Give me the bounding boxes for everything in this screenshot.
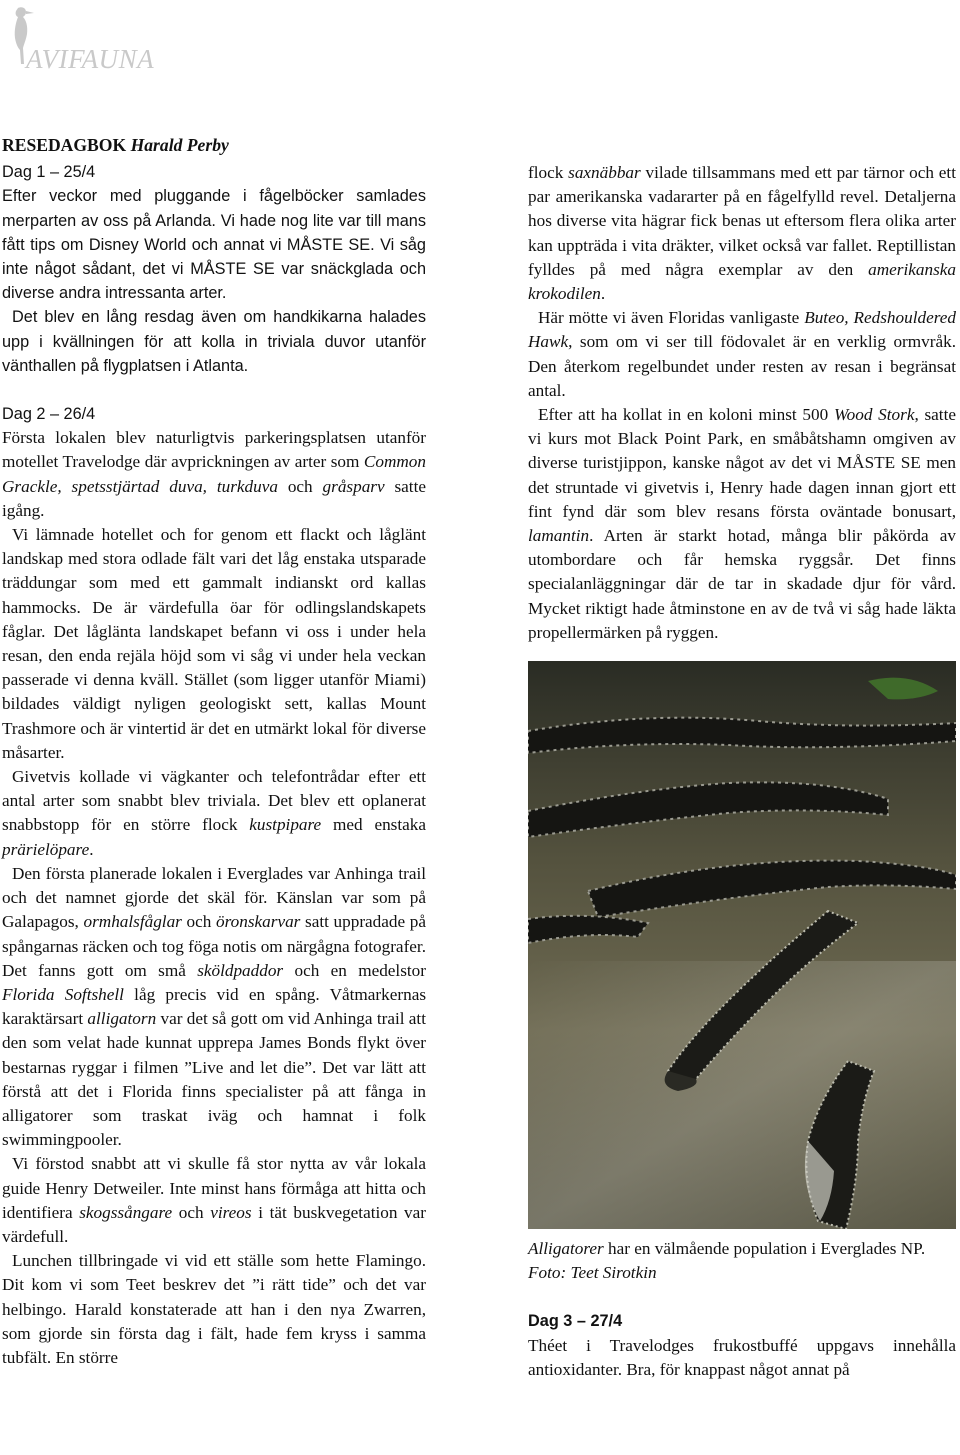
right-column [528, 161, 956, 1382]
day2-paragraph-9: Efter att ha kollat in en koloni minst 500 Wood Stork, satte vi kurs mot Black Point Park, en småbåtshamn omgiven av diverse turistjippon, kanske något av det vi MÅSTE SE men det struntade vi givetvis i, Henry hade dagen innan gjort ett fint fynd där som blev resans första oväntade bonusart, lamantin. Arten är starkt hotad, många blir påkörda av utombordare och får hemska ryggsår. Det finns specialanläggningar där de tar in skadade djur för vård. Mycket riktigt hade åtminstone en av de två vi såg hade läkta propellermärken på ryggen. [528, 405, 956, 642]
day2-heading: Dag 2 – 26/4 [2, 405, 96, 424]
avifauna-logo [4, 4, 204, 76]
day2-paragraph-4: Den första planerade lokalen i Everglades var Anhinga trail och det namnet gjorde det skäl för. Känslan var som på Galapagos, ormhalsfåglar och öronskarvar satt uppradade på spångarnas räcken och tog föga notis om närgågna fotografer. Det fanns gott om små sköldpaddor och en medelstor Florida Softshell låg precis vid en spång. Våtmarkernas karaktärsart alligatorn var det så gott om vid Anhinga trail att den som velat hade kunnat upprepa James Bonds flykt över bestarnas ryggar i filmen ”Live and let die”. Det var lätt att förstå att det i Florida finns specialister på att fånga in alligatorer som traskat iväg och hamnat i folk swimmingpooler. [2, 863, 427, 1150]
day2-paragraph-7: flock saxnäbbar vilade tillsammans med ett par tärnor och ett par amerikanska vadararter på en fågelfylld revel. Detaljerna hos diverse vita hägrar fick benas ut eftersom flera olika arter kan uppträda i vita dräkter, vilket också var fallet. Reptillistan fylldes på med några exemplar av den amerikanska krokodilen. [528, 163, 956, 304]
day3-paragraph-1: Théet i Travelodges frukostbuffé uppgavs innehålla antioxidanter. Bra, för knappast något annat på [528, 1335, 956, 1379]
alligator-photo [528, 661, 956, 1229]
day2-paragraph-8: Här mötte vi även Floridas vanligaste Buteo, Redshouldered Hawk, som om vi ser till födovalet är en verklig ormvråk. Den återkom regelbundet under resten av resan i begränsat antal. [528, 308, 956, 400]
day2-paragraph-3: Givetvis kollade vi vägkanter och telefontrådar efter ett antal arter som snabbt blev triviala. Det blev ett oplanerat snabbstopp för en större flock kustpipare med enstaka prärielöpare. [2, 767, 426, 859]
photo-caption: Alligatorer har en välmående population i Everglades NP. Foto: Teet Sirotkin [528, 1239, 926, 1283]
day1-paragraph-2: Det blev en lång resdag även om handkikarna halades upp i kvällningen för att kolla in triviala duvor utanför vänthallen på flygplatsen i Atlanta. [2, 308, 426, 375]
article-title: RESEDAGBOK Harald Perby [2, 135, 229, 155]
left-column [2, 133, 426, 1370]
day2-paragraph-1: Första lokalen blev naturligtvis parkeringsplatsen utanför motellet Travelodge där avprickningen av arter som Common Grackle, spetsstjärtad duva, turkduva och gråsparv satte igång. [2, 428, 426, 520]
logo-wordmark: AVIFAUNA [26, 44, 155, 74]
day2-paragraph-5: Vi förstod snabbt att vi skulle få stor nytta av vår lokala guide Henry Detweiler. Inte minst hans förmåga att hitta och identifiera skogssångare och vireos i tät buskvegetation var värdefull. [2, 1154, 426, 1246]
day2-paragraph-2: Vi lämnade hotellet och for genom ett flackt och låglänt landskap med stora odlade fält vari det låg enstaka utsparade träddungar som med ett gammalt indianskt ord kallas hammocks. De är värdefulla öar för odlingslandskapets fåglar. Det låglänta landskapet befann vi oss i under hela resan, den enda rejäla höjd som vi såg vi under hela veckan passerade vi denna kväll. Stället (som ligger utanför Miami) bildades väldigt nyligen geologiskt sett, kallas Mount Trashmore och är vintertid är det en utmärkt lokal för diverse måsarter. [2, 525, 426, 762]
day3-heading: Dag 3 – 27/4 [528, 1312, 623, 1331]
day1-heading: Dag 1 – 25/4 [2, 163, 96, 182]
article-author: Harald Perby [130, 135, 229, 155]
day1-paragraph-1: Efter veckor med pluggande i fågelböcker samlades merparten av oss på Arlanda. Vi hade nog lite var till mans fått tips om Disney World och annat vi MÅSTE SE. Vi såg inte något sådant, det vi MÅSTE SE var snäckglada och diverse andra intressanta arter. [2, 187, 426, 303]
day2-paragraph-6: Lunchen tillbringade vi vid ett ställe som hette Flamingo. Dit kom vi som Teet beskrev det ”i rätt tide” och det var helbingo. Harald konstaterade att han i den nya Zwarren, som gjorde sin första dag i fält, hade fem kryss i samma tubfält. En större [2, 1251, 426, 1367]
